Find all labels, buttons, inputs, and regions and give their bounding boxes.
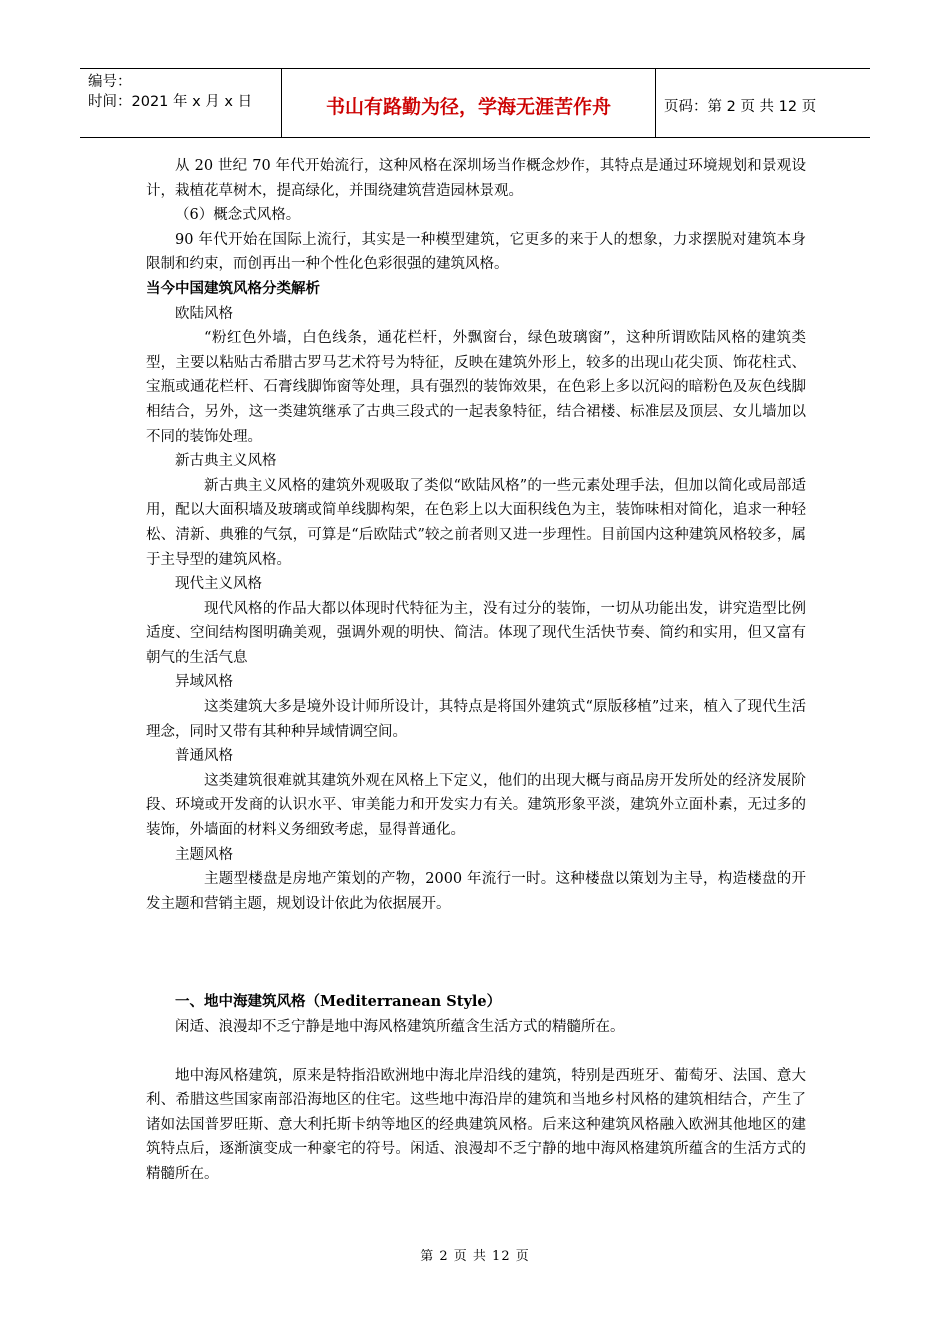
style-title: 现代主义风格 xyxy=(175,576,262,593)
style-description: 主题型楼盘是房地产策划的产物，2000 年流行一时。这种楼盘以策划为主导，构造楼盘的开发主题和营销主题，规划设计依此为依据展开。 xyxy=(146,871,806,912)
chapter-heading: 一、地中海建筑风格（Mediterranean Style） xyxy=(175,993,502,1011)
document-date-label: 时间：2021 年 x 月 x 日 xyxy=(88,94,253,110)
paragraph: 90 年代开始在国际上流行，其实是一种模型建筑，它更多的来于人的想象，力求摆脱对建筑本身限制和约束，而创再出一种个性化色彩很强的建筑风格。 xyxy=(146,231,806,273)
style-title: 异域风格 xyxy=(175,674,233,691)
header-meta xyxy=(80,69,282,137)
list-heading: （6）概念式风格。 xyxy=(175,207,301,224)
style-description: 新古典主义风格的建筑外观吸取了类似“欧陆风格”的一些元素处理手法，但加以简化或局部适用，配以大面积墙及玻璃或简单线脚构架，在色彩上以大面积线色为主，装饰味相对简化，追求一种轻松、清新、典雅的气氛，可算是“后欧陆式”较之前者则又进一步理性。目前国内这种建筑风格较多，属于主导型的建筑风格。 xyxy=(146,477,806,568)
document-number-label: 编号： xyxy=(88,74,132,90)
section-title: 当今中国建筑风格分类解析 xyxy=(146,279,320,297)
page-footer: 第 2 页 共 12 页 xyxy=(420,1249,530,1264)
style-description: 这类建筑大多是境外设计师所设计，其特点是将国外建筑式“原版移植”过来，植入了现代生活理念，同时又带有其种种异域情调空间。 xyxy=(146,699,806,740)
style-title: 欧陆风格 xyxy=(175,305,233,322)
style-description: 这类建筑很难就其建筑外观在风格上下定义，他们的出现大概与商品房开发所处的经济发展阶段、环境或开发商的认识水平、审美能力和开发实力有关。建筑形象平淡，建筑外立面朴素，无过多的装饰，外墙面的材料义务细致考虑，显得普通化。 xyxy=(146,772,806,839)
page-header xyxy=(80,68,870,138)
style-title: 普通风格 xyxy=(175,748,233,765)
paragraph: 地中海风格建筑，原来是特指沿欧洲地中海北岸沿线的建筑，特别是西班牙、葡萄牙、法国、意大利、希腊这些国家南部沿海地区的住宅。这些地中海沿岸的建筑和当地乡村风格的建筑相结合，产生了诸如法国普罗旺斯、意大利托斯卡纳等地区的经典建筑风格。后来这种建筑风格融入欧洲其他地区的建筑特点后，逐渐演变成一种豪宅的符号。闲适、浪漫却不乏宁静的地中海风格建筑所蕴含的生活方式的精髓所在。 xyxy=(146,1067,806,1182)
document-body xyxy=(146,154,806,1187)
spacer xyxy=(146,1040,806,1064)
header-page-label: 页码：第 2 页 共 12 页 xyxy=(664,98,817,115)
spacer xyxy=(146,916,806,990)
style-description: “粉红色外墙，白色线条，通花栏杆，外飘窗台，绿色玻璃窗”，这种所谓欧陆风格的建筑类型，主要以粘贴古希腊古罗马艺术符号为特征，反映在建筑外形上，较多的出现山花尖顶、饰花柱式、宝瓶或通花栏杆、石膏线脚饰窗等处理，具有强烈的装饰效果，在色彩上多以沉闷的暗粉色及灰色线脚相结合，另外，这一类建筑继承了古典三段式的一起表象特征，结合裙楼、标准层及顶层、女儿墙加以不同的装饰处理。 xyxy=(146,330,806,445)
style-title: 新古典主义风格 xyxy=(175,453,277,470)
chapter-intro: 闲适、浪漫却不乏宁静是地中海风格建筑所蕴含生活方式的精髓所在。 xyxy=(175,1019,625,1035)
paragraph: 从 20 世纪 70 年代开始流行，这种风格在深圳场当作概念炒作，其特点是通过环境规划和景观设计，栽植花草树木，提高绿化，并围绕建筑营造园林景观。 xyxy=(146,158,806,199)
header-motto: 书山有路勤为径，学海无涯苦作舟 xyxy=(282,69,656,137)
style-title: 主题风格 xyxy=(175,846,233,863)
style-description: 现代风格的作品大都以体现时代特征为主，没有过分的装饰，一切从功能出发，讲究造型比例适度、空间结构图明确美观，强调外观的明快、简洁。体现了现代生活快节奏、简约和实用，但又富有朝气的生活气息 xyxy=(146,600,806,666)
